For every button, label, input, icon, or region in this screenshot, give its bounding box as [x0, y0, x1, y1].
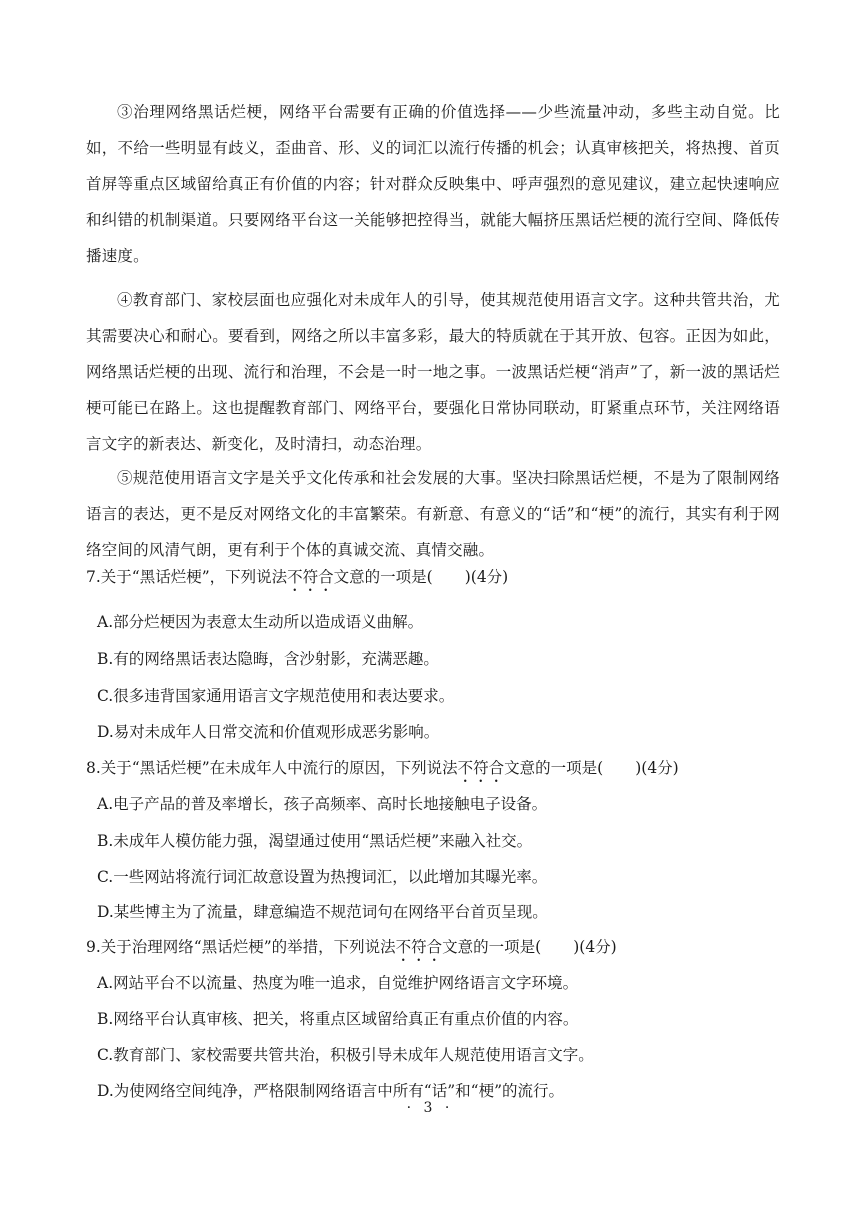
paragraph-3: ③治理网络黑话烂梗，网络平台需要有正确的价值选择——少些流量冲动，多些主动自觉。比如，不给一些明显有歧义，歪曲音、形、义的词汇以流行传播的机会；认真审核把关，将热搜、首页首屏等重点区域留给真正有价值的内容；针对群众反映集中、呼声强烈的意见建议，建立起快速响应和纠错的机制渠道。只要网络平台这一关能够把控得当，就能大幅挤压黑话烂梗的流行空间、降低传播速度。 [86, 103, 780, 265]
question-9-option-c: C.教育部门、家校需要共管共治，积极引导未成年人规范使用语言文字。 [97, 1046, 594, 1064]
question-8-option-d: D.某些博主为了流量，肆意编造不规范词句在网络平台首页呈现。 [97, 903, 548, 921]
question-7-score: )(4分) [464, 568, 509, 586]
question-8-option-c: C.一些网站将流行词汇故意设置为热搜词汇，以此增加其曝光率。 [97, 868, 548, 886]
question-7-option-d: D.易对未成年人日常交流和价值观形成恶劣影响。 [97, 723, 440, 741]
question-9-stem [86, 935, 786, 965]
question-9-emphasis: 不符合 [395, 938, 443, 956]
question-8-option-b: B.未成年人模仿能力强，渴望通过使用“黑话烂梗”来融入社交。 [97, 832, 533, 850]
question-7-option-a: A.部分烂梗因为表意太生动所以造成语义曲解。 [97, 613, 424, 631]
question-7-stem [86, 565, 786, 595]
question-8-option-a: A.电子产品的普及率增长，孩子高频率、高时长地接触电子设备。 [97, 795, 548, 813]
question-8-score: )(4分) [635, 759, 679, 777]
question-7-option-b: B.有的网络黑话表达隐晦，含沙射影，充满恶趣。 [97, 650, 439, 668]
question-9-text: 9.关于治理网络“黑话烂梗”的举措，下列说法 [86, 938, 396, 956]
paragraph-5: ⑤规范使用语言文字是关乎文化传承和社会发展的大事。坚决扫除黑话烂梗，不是为了限制网络语言的表达，更不是反对网络文化的丰富繁荣。有新意、有意义的“话”和“梗”的流行，其实有利于网络空间的风清气朗，更有利于个体的真诚交流、真情交融。 [86, 469, 780, 559]
question-7-text: 7.关于“黑话烂梗”，下列说法 [86, 568, 288, 586]
question-9-option-d: D.为使网络空间纯净，严格限制网络语言中所有“话”和“梗”的流行。 [97, 1082, 565, 1100]
paragraph-4: ④教育部门、家校层面也应强化对未成年人的引导，使其规范使用语言文字。这种共管共治，尤其需要决心和耐心。要看到，网络之所以丰富多彩，最大的特质就在于其开放、包容。正因为如此，网络黑话烂梗的出现、流行和治理，不会是一时一地之事。一波黑话烂梗“消声”了，新一波的黑话烂梗可能已在路上。这也提醒教育部门、网络平台，要强化日常协同联动，盯紧重点环节，关注网络语言文字的新表达、新变化，及时清扫，动态治理。 [86, 291, 780, 453]
question-9-text-after: 文意的一项是( [442, 938, 542, 956]
question-7-option-c: C.很多违背国家通用语言文字规范使用和表达要求。 [97, 687, 455, 705]
question-8-text-after: 文意的一项是( [504, 759, 604, 777]
question-7-text-after: 文意的一项是( [333, 568, 433, 586]
question-7-emphasis: 不符合 [287, 568, 334, 586]
question-8-emphasis: 不符合 [457, 759, 505, 777]
question-9-option-a: A.网站平台不以流量、热度为唯一追求，自觉维护网络语言文字环境。 [97, 974, 579, 992]
question-8-text: 8.关于“黑话烂梗”在未成年人中流行的原因，下列说法 [86, 759, 458, 777]
question-9-score: )(4分) [573, 938, 617, 956]
question-9-option-b: B.网络平台认真审核、把关，将重点区域留给真正有重点价值的内容。 [97, 1010, 579, 1028]
page-number: · 3 · [406, 1100, 454, 1116]
question-8-stem [86, 756, 786, 786]
